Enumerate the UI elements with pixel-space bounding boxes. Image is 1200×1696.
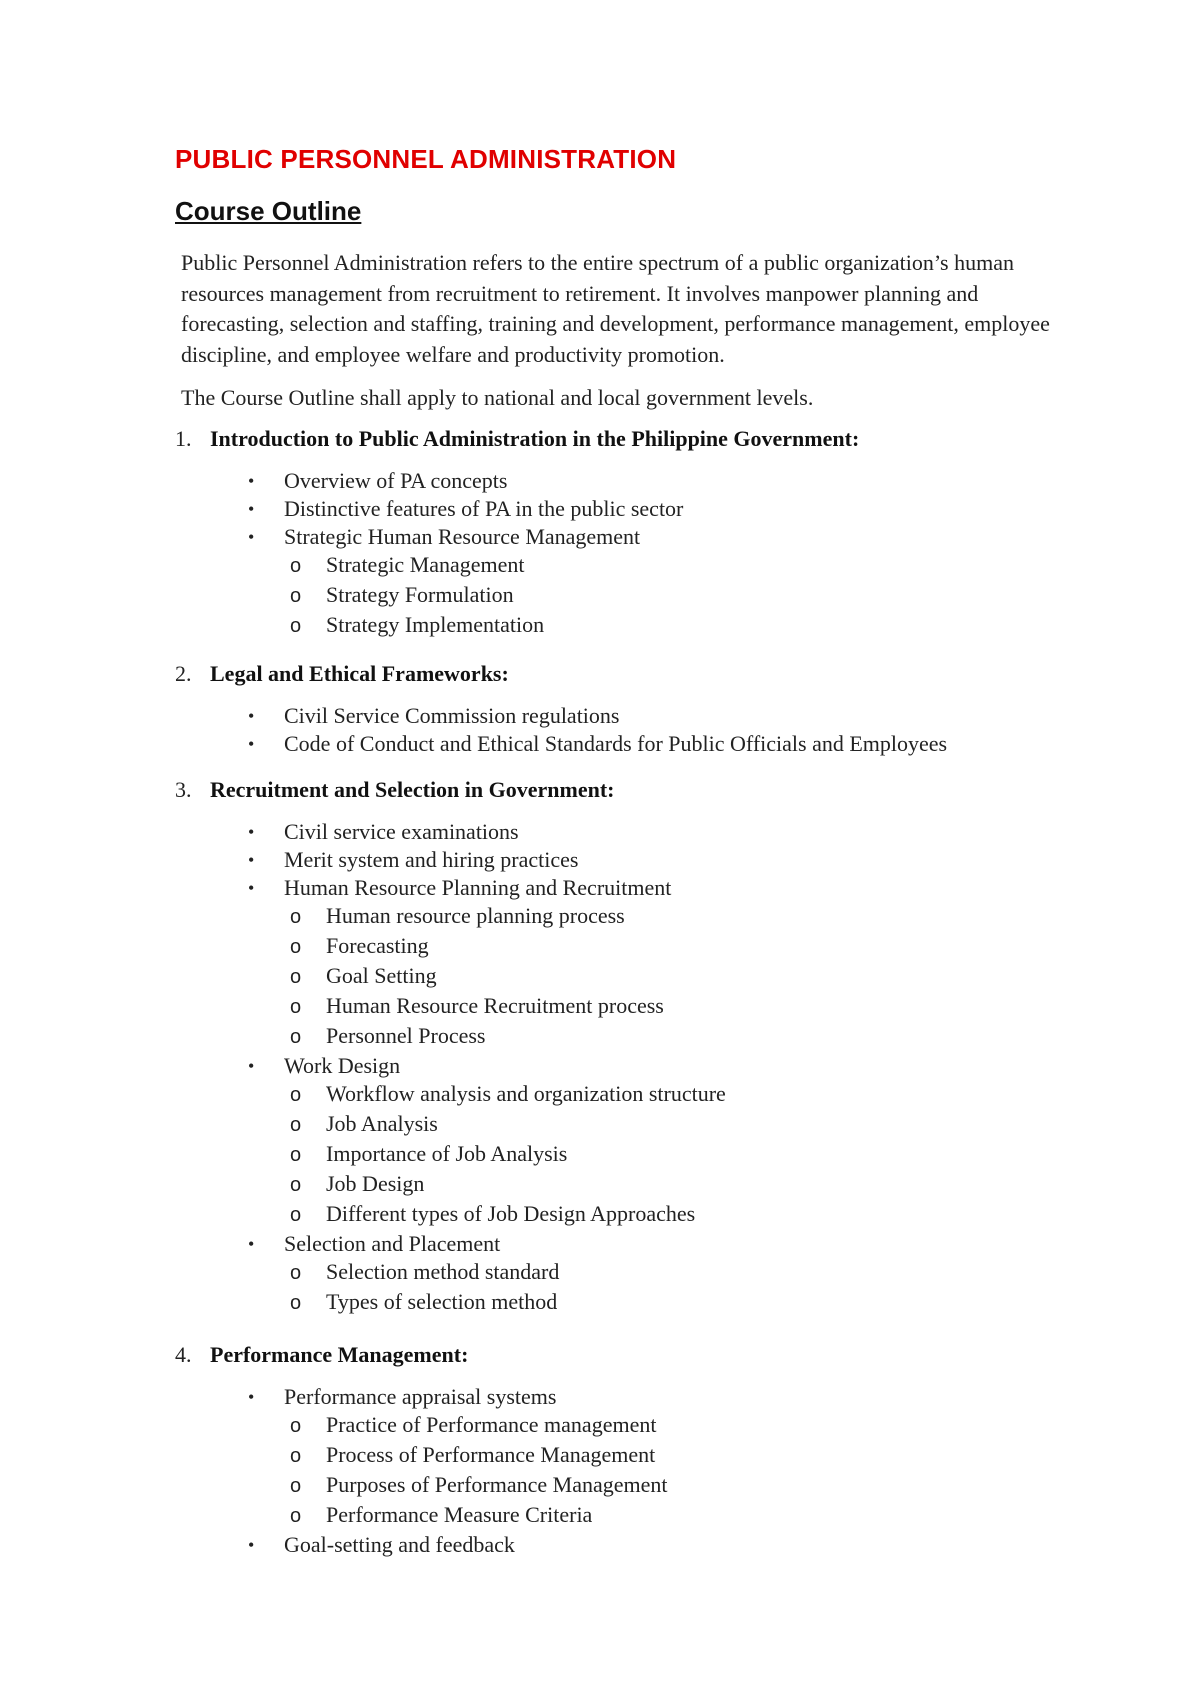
section-number: 4. <box>175 1342 192 1367</box>
list-item <box>248 1383 556 1412</box>
sub-list-item <box>290 581 514 610</box>
sub-list-item-label: Strategy Implementation <box>326 612 545 637</box>
list-item-label: Merit system and hiring practices <box>284 847 579 872</box>
sub-list-item <box>290 902 625 931</box>
list-item-label: Selection and Placement <box>284 1231 501 1256</box>
sub-bullet-icon: o <box>290 1174 302 1196</box>
section-title: Legal and Ethical Frameworks: <box>210 661 509 686</box>
section-heading <box>175 425 859 453</box>
sub-bullet-icon: o <box>290 906 302 928</box>
sub-list-item <box>290 1501 592 1530</box>
section-heading <box>175 776 615 804</box>
list-item <box>248 495 683 524</box>
sub-bullet-icon: o <box>290 1475 302 1497</box>
document-subtitle: Course Outline <box>175 196 362 226</box>
list-item <box>248 846 578 875</box>
sub-list-item <box>290 1110 438 1139</box>
sub-bullet-icon: o <box>290 555 302 577</box>
section-number: 1. <box>175 426 192 451</box>
list-item <box>248 1230 500 1259</box>
sub-list-item <box>290 1441 655 1470</box>
sub-list-item-label: Human Resource Recruitment process <box>326 993 664 1018</box>
sub-list-item-label: Human resource planning process <box>326 903 625 928</box>
section-title: Recruitment and Selection in Government: <box>210 777 615 802</box>
list-item-label: Civil Service Commission regulations <box>284 703 620 728</box>
sub-list-item <box>290 1170 424 1199</box>
list-item <box>248 523 640 552</box>
sub-list-item <box>290 1258 559 1287</box>
list-item-label: Civil service examinations <box>284 819 519 844</box>
list-item-label: Strategic Human Resource Management <box>284 524 641 549</box>
scope-paragraph: The Course Outline shall apply to national and local government levels. <box>181 385 814 410</box>
sub-bullet-icon: o <box>290 585 302 607</box>
sub-bullet-icon: o <box>290 1505 302 1527</box>
bullet-icon: • <box>248 1234 255 1254</box>
sub-list-item <box>290 1288 557 1317</box>
list-item-label: Goal-setting and feedback <box>284 1532 515 1557</box>
section-heading <box>175 1341 468 1369</box>
sub-list-item <box>290 1022 485 1051</box>
sub-bullet-icon: o <box>290 1415 302 1437</box>
bullet-icon: • <box>248 734 255 754</box>
sub-bullet-icon: o <box>290 1026 302 1048</box>
sub-bullet-icon: o <box>290 1114 302 1136</box>
list-item-label: Work Design <box>284 1053 401 1078</box>
sub-list-item-label: Forecasting <box>326 933 429 958</box>
section-title: Performance Management: <box>210 1342 469 1367</box>
list-item-label: Performance appraisal systems <box>284 1384 557 1409</box>
bullet-icon: • <box>248 1387 255 1407</box>
sub-list-item-label: Job Analysis <box>326 1111 438 1136</box>
bullet-icon: • <box>248 1535 255 1555</box>
sub-bullet-icon: o <box>290 1292 302 1314</box>
list-item <box>248 874 671 903</box>
sub-list-item <box>290 611 544 640</box>
list-item-label: Human Resource Planning and Recruitment <box>284 875 672 900</box>
sub-list-item <box>290 932 429 961</box>
sub-bullet-icon: o <box>290 1144 302 1166</box>
sub-list-item-label: Goal Setting <box>326 963 437 988</box>
section-number: 3. <box>175 777 192 802</box>
sub-list-item <box>290 1080 726 1109</box>
sub-list-item-label: Workflow analysis and organization structure <box>326 1081 726 1106</box>
bullet-icon: • <box>248 850 255 870</box>
list-item-label: Code of Conduct and Ethical Standards for Public Officials and Employees <box>284 731 948 756</box>
sub-list-item-label: Strategy Formulation <box>326 582 514 607</box>
section-heading <box>175 660 509 688</box>
sub-bullet-icon: o <box>290 1445 302 1467</box>
sub-bullet-icon: o <box>290 1204 302 1226</box>
sub-list-item-label: Types of selection method <box>326 1289 558 1314</box>
section-title: Introduction to Public Administration in the Philippine Government: <box>210 426 860 451</box>
list-item <box>248 1052 400 1081</box>
bullet-icon: • <box>248 706 255 726</box>
list-item <box>248 467 507 496</box>
sub-list-item <box>290 1140 567 1169</box>
sub-list-item <box>290 1471 668 1500</box>
sub-list-item-label: Performance Measure Criteria <box>326 1502 593 1527</box>
section-number: 2. <box>175 661 192 686</box>
bullet-icon: • <box>248 471 255 491</box>
sub-list-item-label: Practice of Performance management <box>326 1412 657 1437</box>
bullet-icon: • <box>248 822 255 842</box>
sub-list-item <box>290 992 664 1021</box>
list-item <box>248 702 619 731</box>
sub-list-item-label: Different types of Job Design Approaches <box>326 1201 696 1226</box>
document-title: PUBLIC PERSONNEL ADMINISTRATION <box>175 144 677 174</box>
bullet-icon: • <box>248 878 255 898</box>
sub-list-item-label: Importance of Job Analysis <box>326 1141 568 1166</box>
sub-list-item <box>290 551 525 580</box>
sub-bullet-icon: o <box>290 615 302 637</box>
sub-bullet-icon: o <box>290 1262 302 1284</box>
bullet-icon: • <box>248 527 255 547</box>
bullet-icon: • <box>248 499 255 519</box>
sub-list-item <box>290 1200 695 1229</box>
sub-list-item <box>290 962 437 991</box>
list-item <box>248 730 947 759</box>
sub-list-item-label: Process of Performance Management <box>326 1442 656 1467</box>
sub-list-item-label: Strategic Management <box>326 552 525 577</box>
intro-paragraph: Public Personnel Administration refers to the entire spectrum of a public organization’s human resources management from recruitment to retirement. It involves manpower planning and forecasting, selection and staffing, training and development, performance management, employee discipline, and employee welfare and productivity promotion. <box>181 250 1050 367</box>
sub-list-item <box>290 1411 656 1440</box>
sub-list-item-label: Purposes of Performance Management <box>326 1472 668 1497</box>
list-item <box>248 1531 515 1560</box>
sub-bullet-icon: o <box>290 996 302 1018</box>
list-item <box>248 818 519 847</box>
sub-list-item-label: Personnel Process <box>326 1023 486 1048</box>
sub-bullet-icon: o <box>290 936 302 958</box>
list-item-label: Overview of PA concepts <box>284 468 508 493</box>
list-item-label: Distinctive features of PA in the public sector <box>284 496 684 521</box>
bullet-icon: • <box>248 1056 255 1076</box>
sub-list-item-label: Selection method standard <box>326 1259 560 1284</box>
sub-bullet-icon: o <box>290 1084 302 1106</box>
sub-bullet-icon: o <box>290 966 302 988</box>
sub-list-item-label: Job Design <box>326 1171 425 1196</box>
